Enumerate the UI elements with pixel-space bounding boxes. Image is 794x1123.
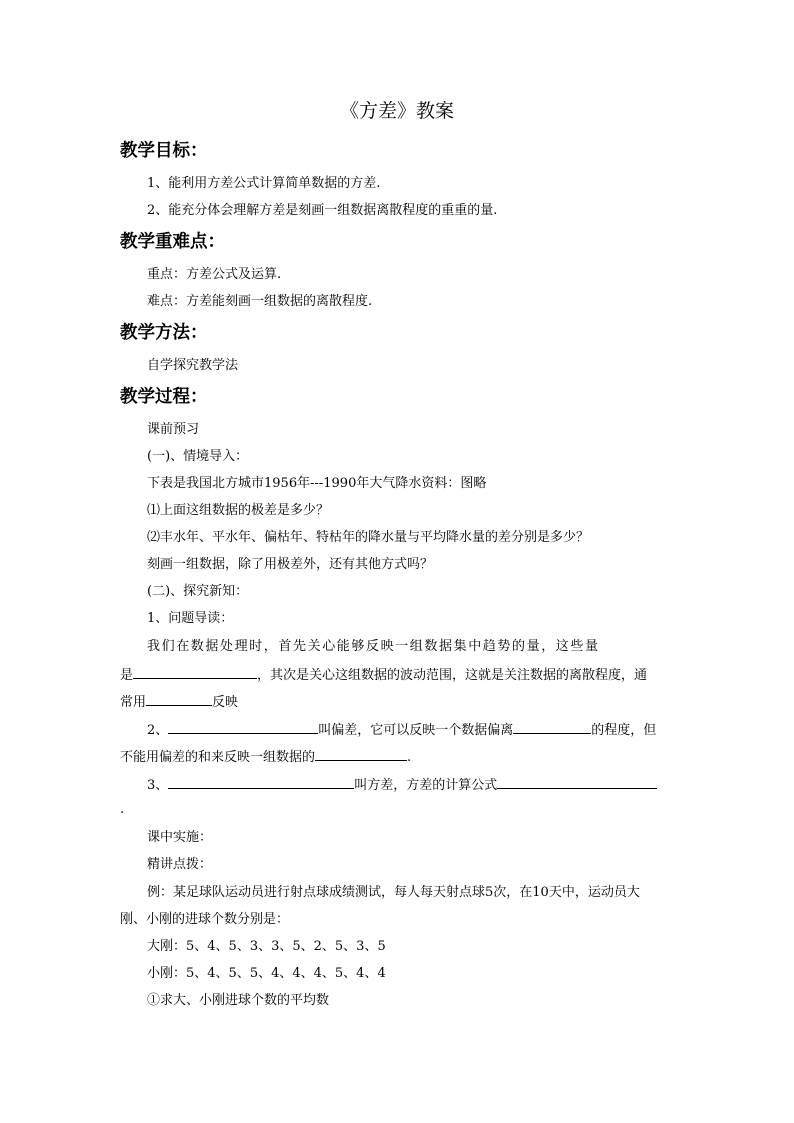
- q3-line: [147, 774, 657, 796]
- q1-line-3-end: 反映: [212, 695, 239, 710]
- q2-text-middle: 叫偏差，它可以反映一个数据偏离: [318, 723, 514, 738]
- fill-blank-variation[interactable]: [315, 746, 407, 761]
- key-point-1: 重点：方差公式及运算.: [147, 267, 282, 282]
- fill-blank-variance-formula[interactable]: [497, 774, 657, 789]
- q1-line-3-start: 常用: [120, 695, 147, 710]
- example-line-1: 例：某足球队运动员进行射点球成绩测试，每人每天射点球5次，在10天中，运动员大: [147, 885, 640, 900]
- fill-blank-deviation[interactable]: [168, 719, 318, 734]
- q2-line-2: [120, 746, 676, 768]
- fill-blank-variance-definition[interactable]: [168, 774, 354, 789]
- part1-line-2: ⑴上面这组数据的极差是多少？: [147, 503, 330, 518]
- part2-title: (二)、探究新知：: [147, 584, 249, 599]
- heading-teaching-methods: 教学方法：: [120, 323, 208, 343]
- part1-line-1: 下表是我国北方城市1956年---1990年大气降水资料：图略: [147, 476, 487, 491]
- fill-blank-dispersion-measure[interactable]: [146, 691, 212, 706]
- heading-key-points: 教学重难点：: [120, 232, 225, 252]
- q1-line-2: [120, 664, 676, 686]
- q3-end-period: .: [120, 802, 125, 817]
- explain-label: 精讲点拨：: [147, 857, 213, 872]
- q2-text-end: 的程度，但: [591, 723, 657, 738]
- goal-item-2: 2、能充分体会理解方差是刻画一组数据离散程度的重重的量.: [147, 203, 498, 218]
- q1-line-2-start: 是: [120, 668, 134, 683]
- part1-title: (一)、情境导入：: [147, 449, 249, 464]
- q3-text: 叫方差，方差的计算公式: [354, 778, 498, 793]
- dagang-scores: 大刚：5、4、5、3、3、5、2、5、3、5: [147, 939, 386, 954]
- heading-teaching-process: 教学过程：: [120, 387, 208, 407]
- page-title: 《方差》教案: [339, 100, 454, 122]
- part1-line-3: ⑵丰水年、平水年、偏枯年、特枯年的降水量与平均降水量的差分别是多少？: [147, 530, 590, 545]
- q1-line-1: 我们在数据处理时，首先关心能够反映一组数据集中趋势的量，这些量: [147, 639, 600, 654]
- q2-line-2-text: 不能用偏差的和来反映一组数据的: [120, 750, 316, 765]
- q1-line-3: [120, 691, 676, 713]
- preview-label: 课前预习: [147, 422, 200, 437]
- q2-number: 2、: [147, 723, 169, 738]
- heading-teaching-goals: 教学目标：: [120, 141, 208, 161]
- fill-blank-central-tendency[interactable]: [133, 664, 257, 679]
- key-point-2: 难点：方差能刻画一组数据的离散程度.: [147, 294, 373, 309]
- part1-line-4: 刻画一组数据，除了用极差外，还有其他方式吗？: [147, 557, 434, 572]
- task-1: ①求大、小刚进球个数的平均数: [147, 993, 330, 1008]
- q1-title: 1、问题导读：: [147, 611, 234, 626]
- in-class-label: 课中实施：: [147, 830, 213, 845]
- example-line-2: 刚、小刚的进球个数分别是：: [120, 912, 290, 927]
- fill-blank-deviate-from[interactable]: [513, 719, 591, 734]
- xiaogang-scores: 小刚：5、4、5、5、4、4、4、5、4、4: [147, 966, 386, 981]
- method-item-1: 自学探究教学法: [147, 358, 239, 373]
- q2-line-2-end: .: [407, 750, 412, 765]
- q3-number: 3、: [147, 778, 169, 793]
- goal-item-1: 1、能利用方差公式计算简单数据的方差.: [147, 176, 381, 191]
- q1-line-2-end: ，其次是关心这组数据的波动范围，这就是关注数据的离散程度，通: [257, 668, 648, 683]
- q2-line-1: [147, 719, 656, 741]
